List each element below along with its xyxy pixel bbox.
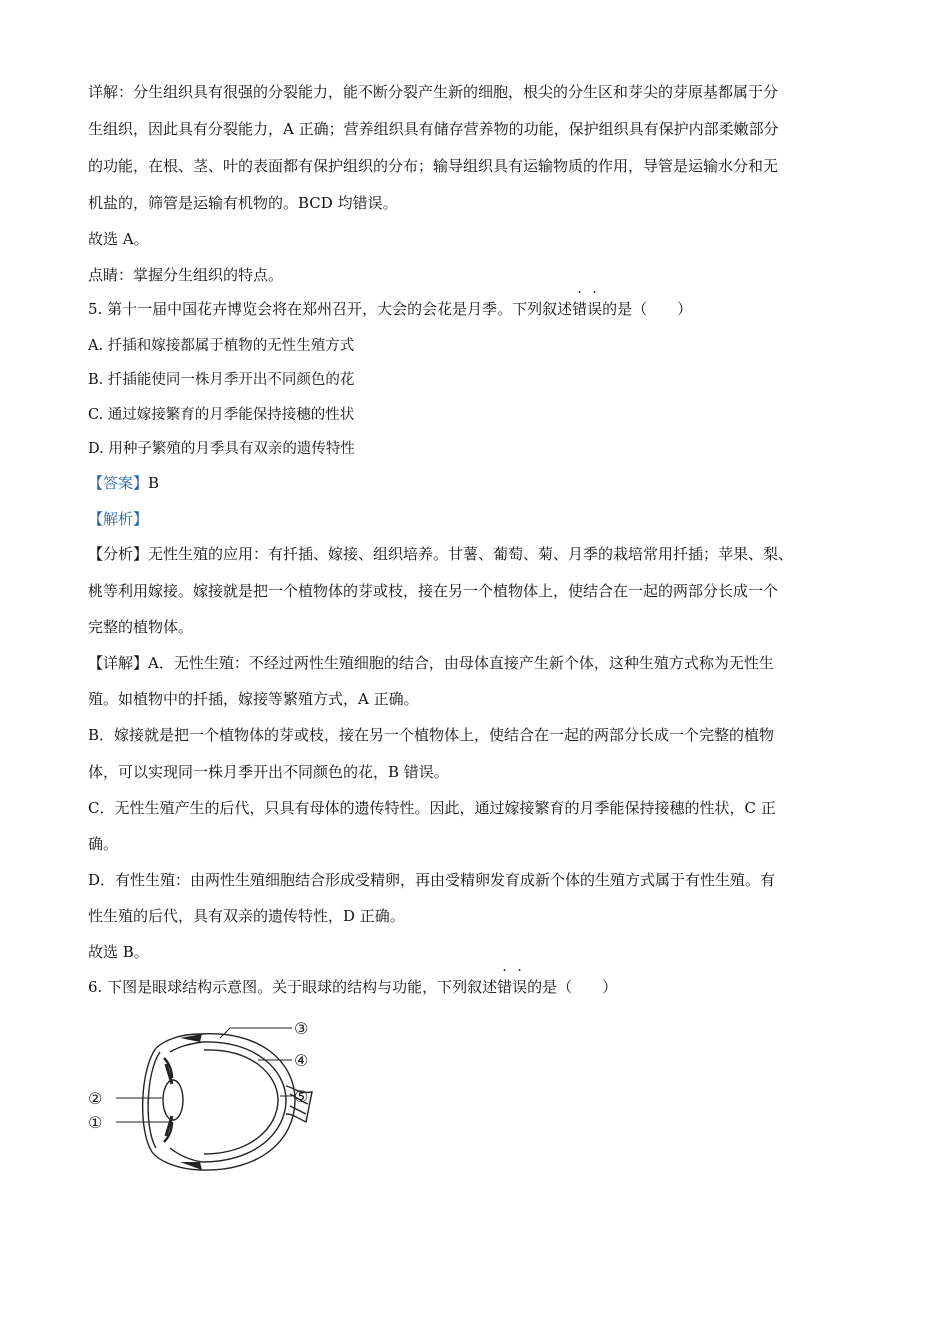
text-line: 完整的植物体。 xyxy=(88,618,194,636)
lens xyxy=(163,1080,183,1120)
optic-nerve xyxy=(290,1106,306,1114)
stem-text: 的是（ ） xyxy=(602,300,693,318)
text-line: 体，可以实现同一株月季开出不同颜色的花，B 错误。 xyxy=(88,763,449,781)
text-line: D．有性生殖：由两性生殖细胞结合形成受精卵，再由受精卵发育成新个体的生殖方式属于有性生殖。有 xyxy=(88,871,776,889)
fenxi-line xyxy=(88,544,793,564)
xiangjie-line xyxy=(88,653,774,673)
pointer-line xyxy=(220,1028,230,1038)
cornea xyxy=(148,1052,160,1148)
text-line: B．嫁接就是把一个植物体的芽或枝，接在另一个植物体上，使结合在一起的两部分长成一个完整的植物 xyxy=(88,726,775,744)
text-line: 殖。如植物中的扦插，嫁接等繁殖方式，A 正确。 xyxy=(88,690,419,708)
text-line: 桃等利用嫁接。嫁接就是把一个植物体的芽或枝，接在另一个植物体上，使结合在一起的两部分长成一个 xyxy=(88,582,779,600)
emphasis-char: 错 xyxy=(572,300,588,318)
label-5: ⑤ xyxy=(294,1087,309,1106)
text-line: 机盐的，筛管是运输有机物的。BCD 均错误。 xyxy=(88,194,398,212)
question-5-stem xyxy=(88,299,692,319)
stem-text: 5. 第十一届中国花卉博览会将在郑州召开，大会的会花是月季。下列叙述 xyxy=(88,300,573,318)
emphasis-char: 误 xyxy=(512,978,528,996)
text-line: 性生殖的后代，具有双亲的遗传特性，D 正确。 xyxy=(88,907,405,925)
label-3: ③ xyxy=(294,1019,309,1038)
answer-tag: 【答案】 xyxy=(88,474,149,492)
text-line: 生组织，因此具有分裂能力，A 正确；营养组织具有储存营养物的功能，保护组织具有保护内部柔嫩部分 xyxy=(88,120,779,138)
emphasis-char: 误 xyxy=(587,300,603,318)
option-c: C. 通过嫁接繁育的月季能保持接穗的性状 xyxy=(88,407,355,423)
retina-outline xyxy=(204,1050,278,1154)
fenxi-tag: 【分析】 xyxy=(88,545,149,563)
answer-value: B xyxy=(148,474,160,492)
inner-layer xyxy=(170,1148,202,1162)
question-6-stem xyxy=(88,977,617,997)
text-line: 点睛：掌握分生组织的特点。 xyxy=(88,266,284,284)
option-a: A. 扦插和嫁接都属于植物的无性生殖方式 xyxy=(88,338,355,354)
text-line: 确。 xyxy=(88,835,119,853)
stem-text: 6. 下图是眼球结构示意图。关于眼球的结构与功能，下列叙述 xyxy=(88,978,498,996)
eyeball-diagram xyxy=(80,1012,340,1177)
fenxi-text: 无性生殖的应用：有扦插、嫁接、组织培养。甘薯、葡萄、菊、月季的栽培常用扦插；苹果、梨、 xyxy=(148,545,794,563)
stem-text: 的是（ ） xyxy=(527,978,618,996)
text-line: 的功能，在根、茎、叶的表面都有保护组织的分布；输导组织具有运输物质的作用，导管是运输水分和无 xyxy=(88,157,779,175)
text-line: 详解：分生组织具有很强的分裂能力，能不断分裂产生新的细胞，根尖的分生区和芽尖的芽原基都属于分 xyxy=(88,83,779,101)
answer-line xyxy=(88,473,159,493)
sclera-outline xyxy=(152,1034,295,1170)
text-line: C．无性生殖产生的后代，只具有母体的遗传特性。因此，通过嫁接繁育的月季能保持接穗的性状，C 正 xyxy=(88,799,776,817)
text-line: 故选 B。 xyxy=(88,943,149,961)
label-1: ① xyxy=(88,1113,103,1132)
label-4: ④ xyxy=(294,1051,309,1070)
analysis-tag: 【解析】 xyxy=(88,510,149,528)
label-2: ② xyxy=(88,1089,103,1108)
xiangjie-text: A．无性生殖：不经过两性生殖细胞的结合，由母体直接产生新个体，这种生殖方式称为无性生 xyxy=(148,654,774,672)
xiangjie-tag: 【详解】 xyxy=(88,654,149,672)
inner-layer xyxy=(170,1042,202,1052)
option-b: B. 扦插能使同一株月季开出不同颜色的花 xyxy=(88,372,355,388)
text-line: 故选 A。 xyxy=(88,230,149,248)
emphasis-char: 错 xyxy=(497,978,513,996)
option-d: D. 用种子繁殖的月季具有双亲的遗传特性 xyxy=(88,441,355,457)
